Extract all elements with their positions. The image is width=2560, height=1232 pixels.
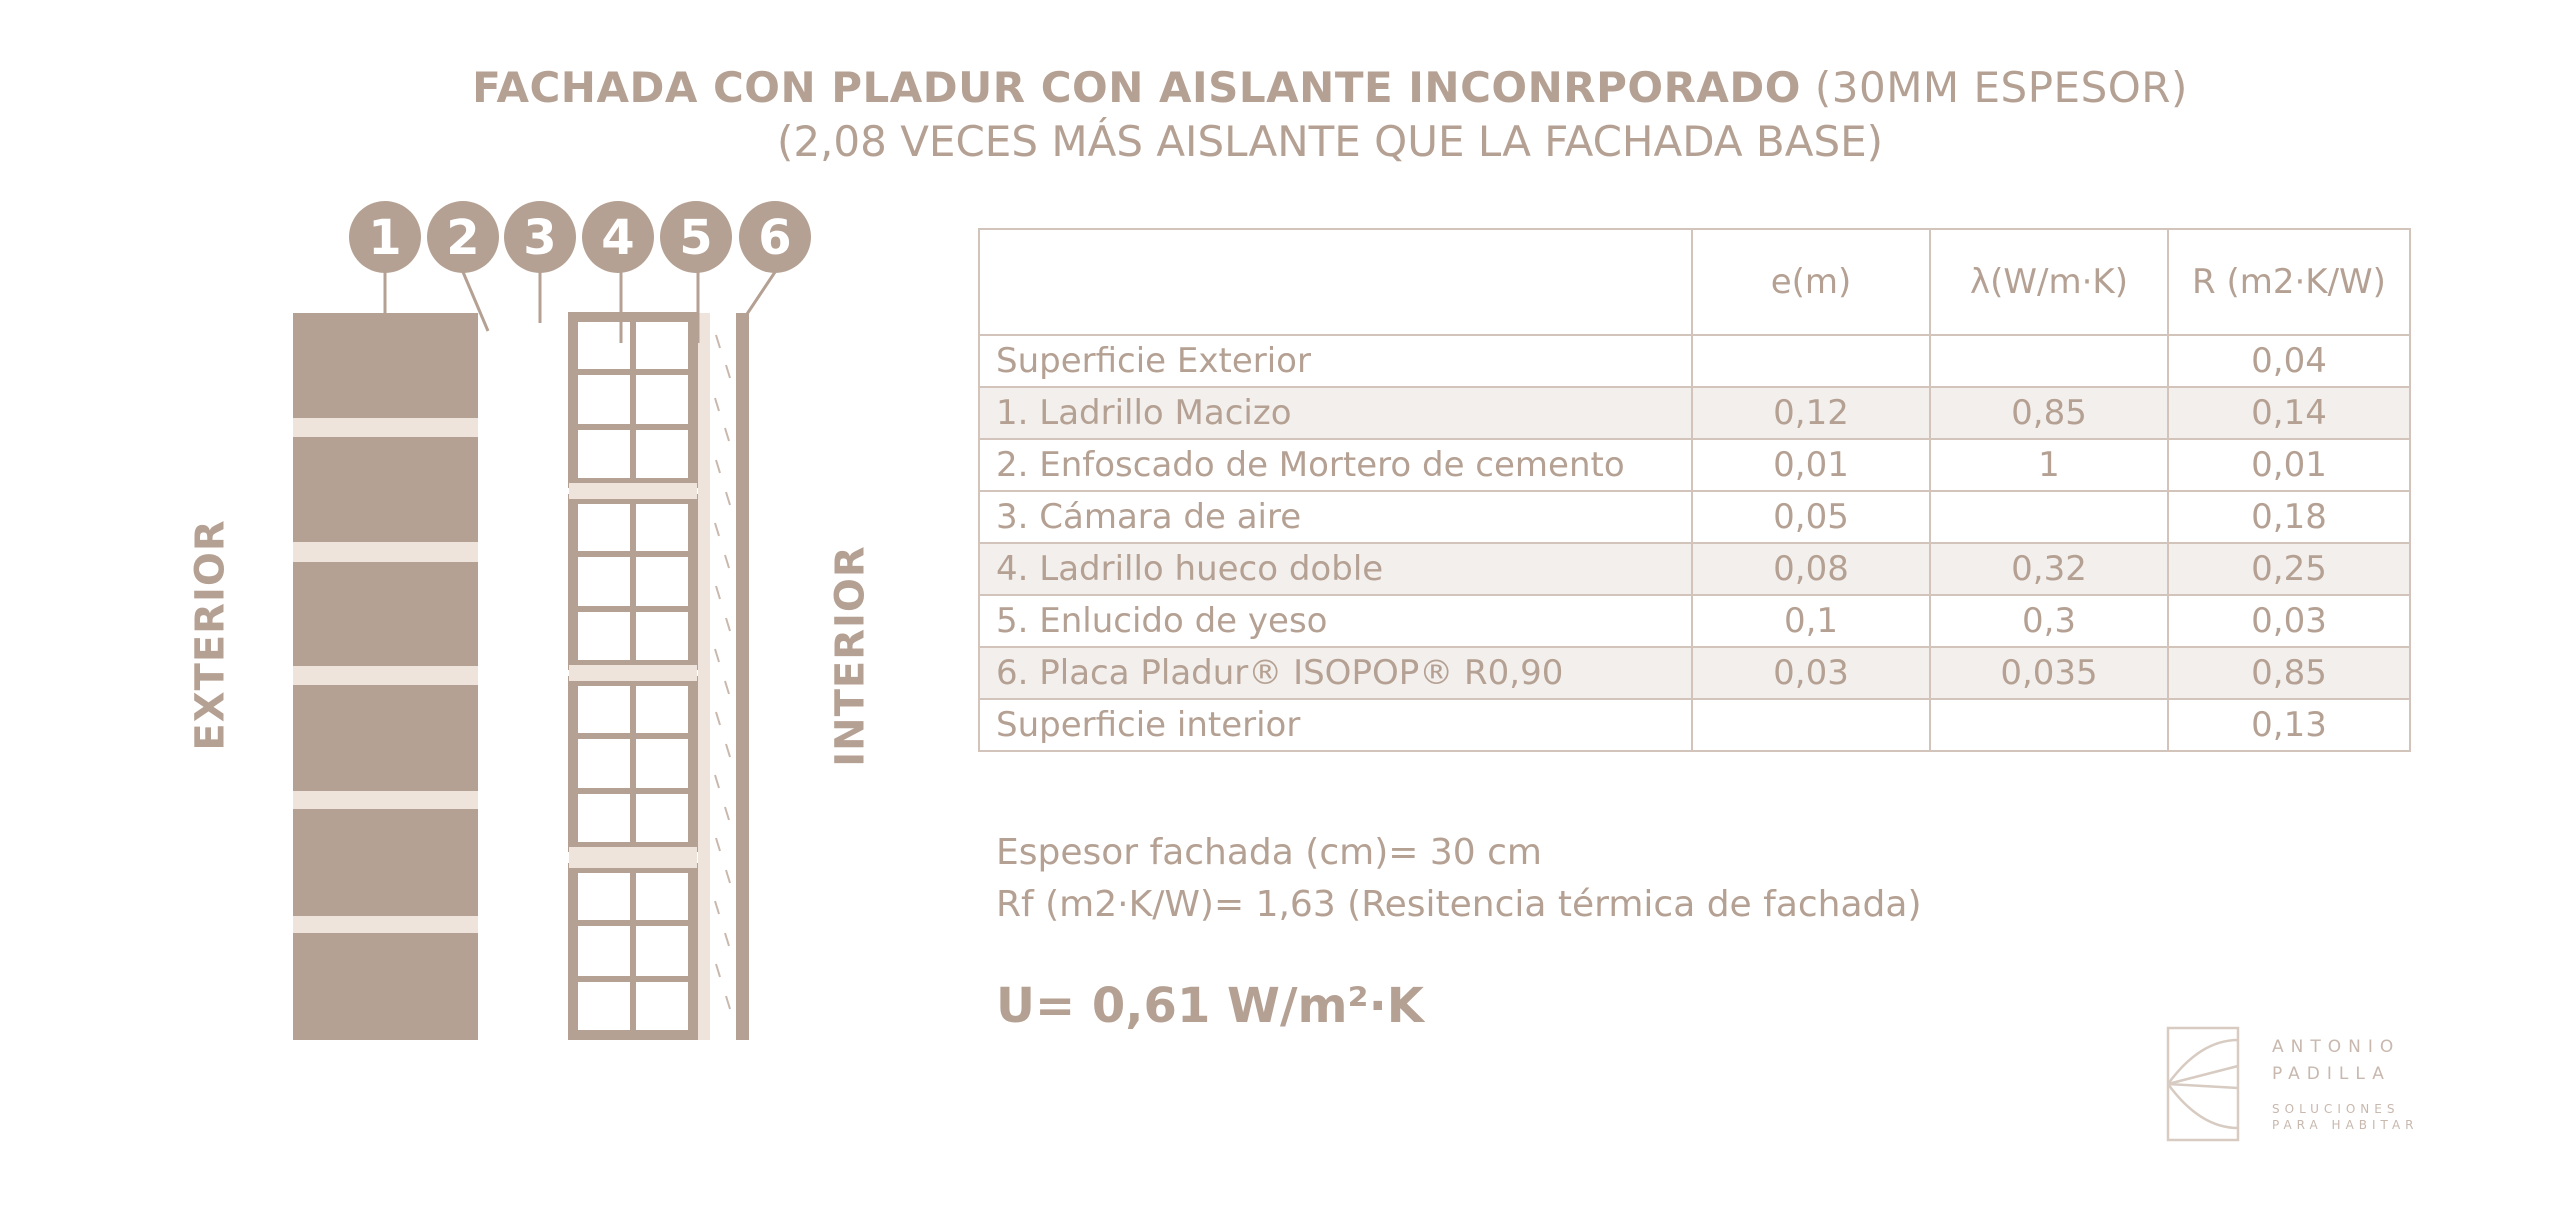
title-thickness: (30MM ESPESOR) (1814, 63, 2188, 112)
thickness-cell: 0,08 (1692, 543, 1930, 595)
thickness-cell: 0,03 (1692, 647, 1930, 699)
thermal-layers-table (978, 228, 2411, 752)
exterior-label: EXTERIOR (187, 519, 234, 751)
table-row (979, 543, 2410, 595)
conductivity-cell: 0,85 (1930, 387, 2168, 439)
resistance-cell: 0,85 (2168, 647, 2410, 699)
conductivity-cell (1930, 491, 2168, 543)
interior-label: INTERIOR (827, 545, 874, 767)
facade-thickness: Espesor fachada (cm)= 30 cm (996, 832, 1542, 873)
thickness-cell: 0,01 (1692, 439, 1930, 491)
layer-plaster (698, 313, 710, 1040)
logo-tagline-1: SOLUCIONES (2272, 1102, 2400, 1116)
layer-name-cell: 5. Enlucido de yeso (979, 595, 1692, 647)
resistance-cell: 0,14 (2168, 387, 2410, 439)
layer-insulated-board (710, 313, 749, 1040)
conductivity-cell: 0,3 (1930, 595, 2168, 647)
conductivity-cell (1930, 335, 2168, 387)
layer-name-cell: 3. Cámara de aire (979, 491, 1692, 543)
layer-name-cell: 1. Ladrillo Macizo (979, 387, 1692, 439)
header-conductivity: λ(W/m·K) (1930, 229, 2168, 335)
page-subtitle: (2,08 VECES MÁS AISLANTE QUE LA FACHADA BASE) (776, 117, 1884, 166)
layer-name-cell: Superficie Exterior (979, 335, 1692, 387)
u-value: U= 0,61 W/m²·K (996, 978, 1424, 1034)
thickness-cell: 0,05 (1692, 491, 1930, 543)
table-row (979, 387, 2410, 439)
conductivity-cell (1930, 699, 2168, 751)
conductivity-cell: 1 (1930, 439, 2168, 491)
table-row (979, 439, 2410, 491)
layer-name-cell: 4. Ladrillo hueco doble (979, 543, 1692, 595)
svg-text:1: 1 (368, 210, 402, 266)
marker-3 (504, 201, 576, 273)
svg-text:2: 2 (446, 210, 480, 266)
conductivity-cell: 0,32 (1930, 543, 2168, 595)
svg-text:6: 6 (758, 210, 792, 266)
resistance-cell: 0,18 (2168, 491, 2410, 543)
resistance-cell: 0,25 (2168, 543, 2410, 595)
thickness-cell: 0,12 (1692, 387, 1930, 439)
layer-solid-brick (293, 313, 478, 1040)
header-resistance: R (m2·K/W) (2168, 229, 2410, 335)
marker-6 (739, 201, 811, 273)
thickness-cell: 0,1 (1692, 595, 1930, 647)
facade-resistance: Rf (m2·K/W)= 1,63 (Resitencia térmica de fachada) (996, 884, 1922, 925)
resistance-cell: 0,13 (2168, 699, 2410, 751)
resistance-cell: 0,04 (2168, 335, 2410, 387)
svg-text:4: 4 (601, 210, 635, 266)
title-main: FACHADA CON PLADUR CON AISLANTE INCONRPORADO (472, 63, 1801, 112)
svg-text:5: 5 (679, 210, 713, 266)
marker-4 (582, 201, 654, 273)
table-row (979, 699, 2410, 751)
resistance-cell: 0,03 (2168, 595, 2410, 647)
thickness-cell (1692, 699, 1930, 751)
table-row (979, 491, 2410, 543)
layer-name-cell: Superficie interior (979, 699, 1692, 751)
thickness-cell (1692, 335, 1930, 387)
layer-name-cell: 2. Enfoscado de Mortero de cemento (979, 439, 1692, 491)
wall-section-diagram (0, 0, 900, 1100)
layer-name-cell: 6. Placa Pladur® ISOPOP® R0,90 (979, 647, 1692, 699)
header-layer (979, 229, 1692, 335)
marker-5 (660, 201, 732, 273)
marker-1 (349, 201, 421, 273)
conductivity-cell: 0,035 (1930, 647, 2168, 699)
resistance-cell: 0,01 (2168, 439, 2410, 491)
table-row (979, 335, 2410, 387)
logo-mark (2166, 1026, 2240, 1142)
table-row (979, 647, 2410, 699)
header-thickness: e(m) (1692, 229, 1930, 335)
table-row (979, 595, 2410, 647)
svg-text:3: 3 (523, 210, 557, 266)
marker-2 (427, 201, 499, 273)
table-header-row (979, 229, 2410, 335)
logo-name-2: PADILLA (2272, 1064, 2391, 1084)
logo-name-1: ANTONIO (2272, 1037, 2401, 1057)
logo-tagline-2: PARA HABITAR (2272, 1118, 2419, 1132)
